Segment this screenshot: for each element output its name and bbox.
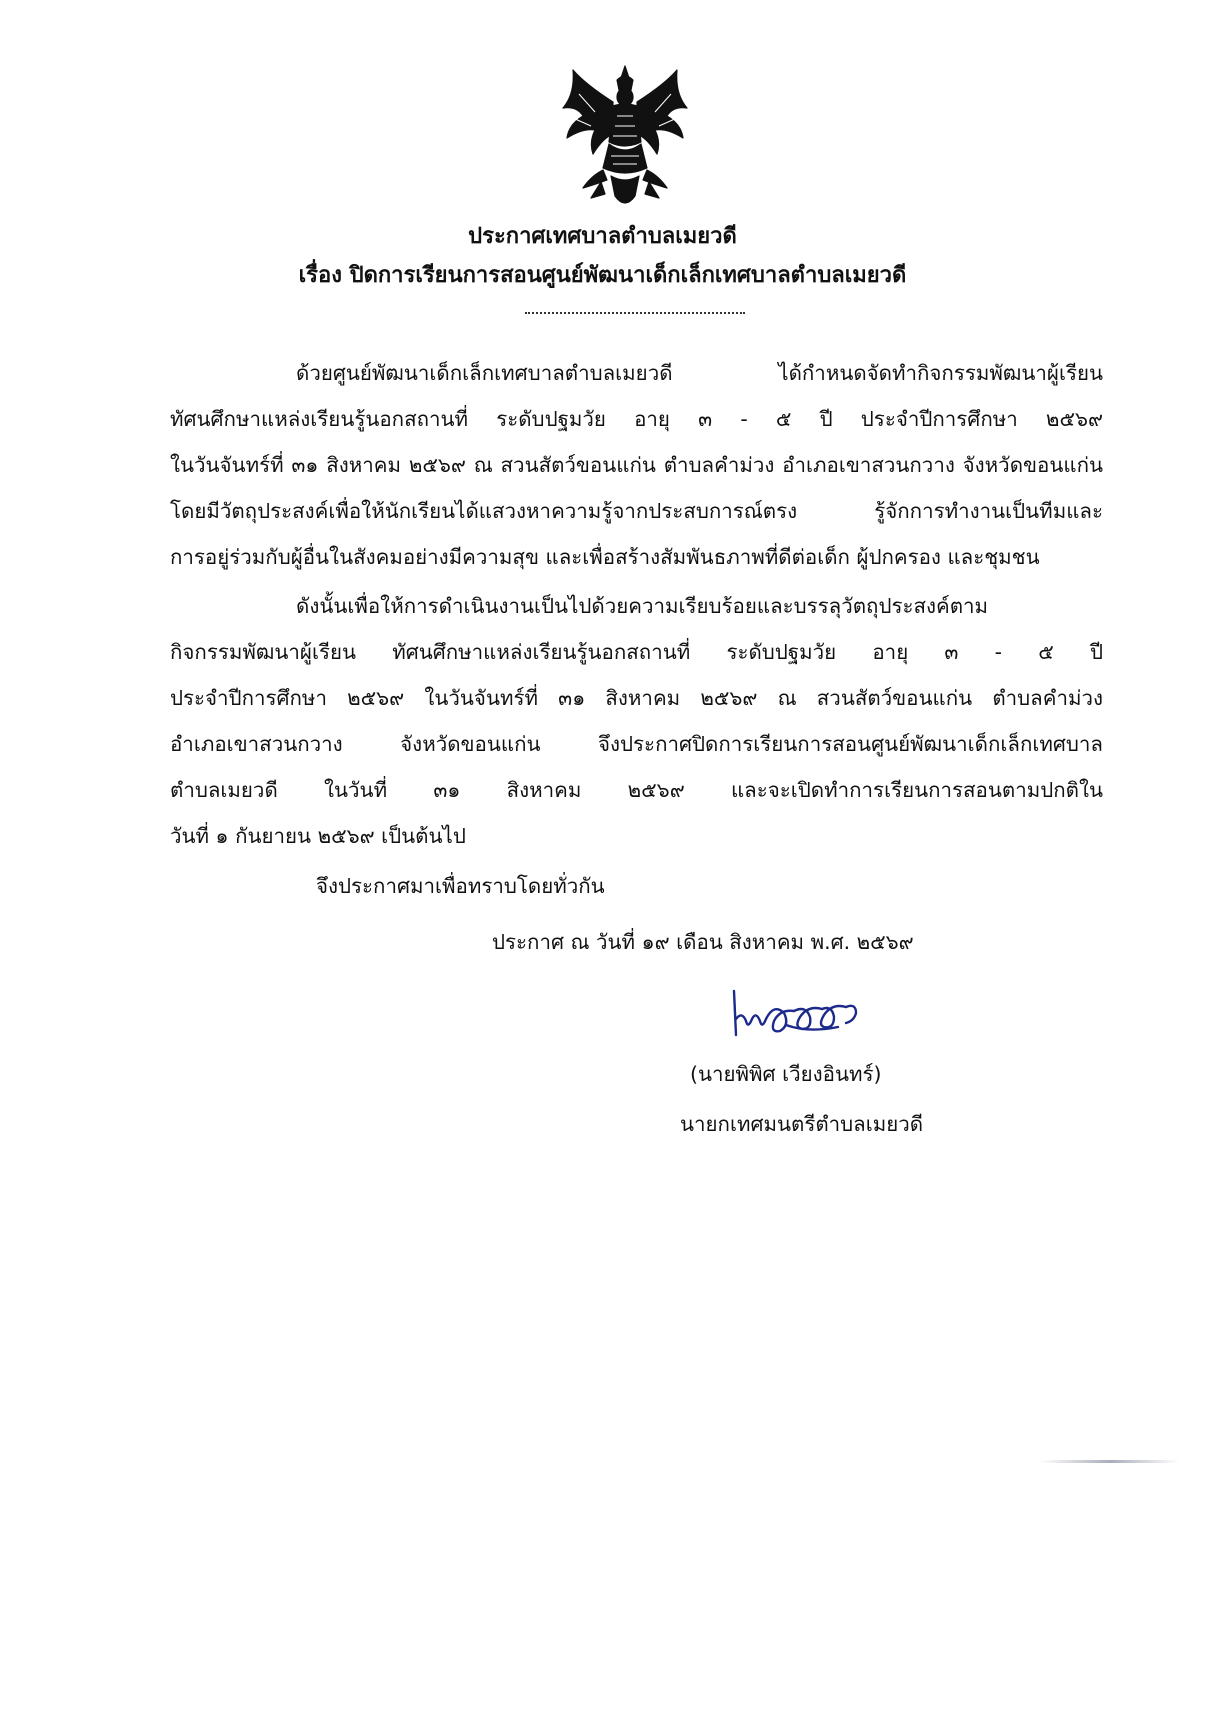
paragraph-2-line: ดังนั้นเพื่อให้การดำเนินงานเป็นไปด้วยความเรียบร้อยและบรรลุวัตถุประสงค์ตาม [296,594,989,618]
paragraph-2-line: ตำบลเมยวดี ในวันที่ ๓๑ สิงหาคม ๒๕๖๙ และจะเปิดทำการเรียนการสอนตามปกติใน [170,778,1103,802]
paragraph-1-line: การอยู่ร่วมกับผู้อื่นในสังคมอย่างมีความสุข และเพื่อสร้างสัมพันธภาพที่ดีต่อเด็ก ผู้ปกครอง และชุมชน [170,545,1040,569]
paragraph-1-line: ทัศนศึกษาแหล่งเรียนรู้นอกสถานที่ ระดับปฐมวัย อายุ ๓ - ๕ ปี ประจำปีการศึกษา ๒๕๖๙ [170,407,1103,431]
paragraph-1-line: โดยมีวัตถุประสงค์เพื่อให้นักเรียนได้แสวงหาความรู้จากประสบการณ์ตรง รู้จักการทำงานเป็นทีมและ [170,499,1103,523]
document-subject: เรื่อง ปิดการเรียนการสอนศูนย์พัฒนาเด็กเล็กเทศบาลตำบลเมยวดี [298,263,907,288]
announcement-date: ประกาศ ณ วันที่ ๑๙ เดือน สิงหาคม พ.ศ. ๒๕๖๙ [492,930,914,954]
title-divider [525,312,745,314]
garuda-emblem-icon [555,64,695,214]
closing-statement: จึงประกาศมาเพื่อทราบโดยทั่วกัน [316,874,605,898]
paragraph-2-line: ประจำปีการศึกษา ๒๕๖๙ ในวันจันทร์ที่ ๓๑ สิงหาคม ๒๕๖๙ ณ สวนสัตว์ขอนแก่น ตำบลคำม่วง [170,686,1103,710]
paragraph-1-line: ด้วยศูนย์พัฒนาเด็กเล็กเทศบาลตำบลเมยวดี ได้กำหนดจัดทำกิจกรรมพัฒนาผู้เรียน [296,361,1103,385]
signatory-name: (นายพิพิศ เวียงอินทร์) [690,1062,882,1086]
document-title: ประกาศเทศบาลตำบลเมยวดี [468,224,737,249]
signatory-position: นายกเทศมนตรีตำบลเมยวดี [680,1112,924,1136]
signature-image [728,985,873,1050]
paragraph-2-line: อำเภอเขาสวนกวาง จังหวัดขอนแก่น จึงประกาศปิดการเรียนการสอนศูนย์พัฒนาเด็กเล็กเทศบาล [170,732,1103,756]
paragraph-1-line: ในวันจันทร์ที่ ๓๑ สิงหาคม ๒๕๖๙ ณ สวนสัตว์ขอนแก่น ตำบลคำม่วง อำเภอเขาสวนกวาง จังหวัดขอนแก่น [170,453,1103,477]
scan-artifact [1040,1460,1180,1463]
paragraph-2-line: กิจกรรมพัฒนาผู้เรียน ทัศนศึกษาแหล่งเรียนรู้นอกสถานที่ ระดับปฐมวัย อายุ ๓ - ๕ ปี [170,640,1103,664]
paragraph-2-line: วันที่ ๑ กันยายน ๒๕๖๙ เป็นต้นไป [170,824,466,848]
